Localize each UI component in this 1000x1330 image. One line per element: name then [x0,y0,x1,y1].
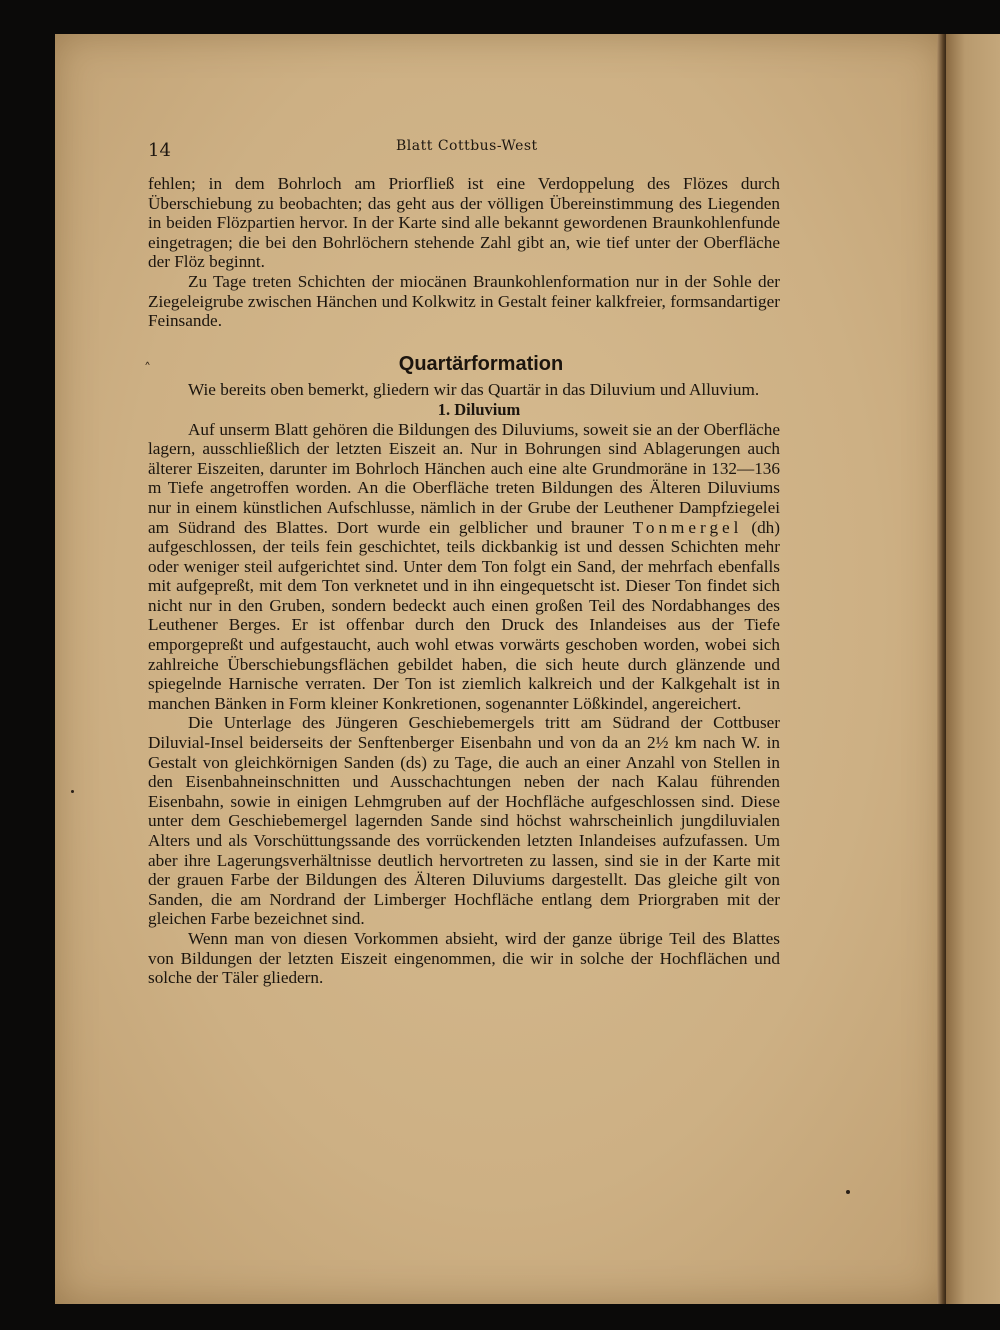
margin-mark: ˄ [144,361,151,377]
paragraph: Zu Tage treten Schichten der miocänen Braunkohlenformation nur in der Sohle der Ziegeleigrube zwischen Hänchen und Kolkwitz in Gestalt feiner kalkfreier, formsandartiger Feinsande. [148,271,780,331]
spaced-term: Tonmergel [632,517,743,537]
paragraph-text: Auf unserm Blatt gehören die Bildungen des Diluviums, soweit sie an der Oberfläche lagern, ausschließlich der letzten Eiszeit an. Nur in Bohrungen sind Ablagerungen auch älterer Eiszeiten, darunter im Bohrloch Hänchen auch eine alte Grundmoräne in 132—136 m Tiefe angetroffen worden. An die Oberfläche treten Bildungen des Älteren Diluviums nur in einem künstlichen Aufschlusse, nämlich in der Grube der Leuthener Dampfziegelei am Südrand des Blattes. Dort wurde ein gelblicher und brauner [148,419,780,537]
subsection-heading: 1. Diluvium [437,399,521,419]
paragraph: Wie bereits oben bemerkt, gliedern wir das Quartär in das Diluvium und Alluvium. [188,380,760,400]
paragraph: fehlen; in dem Bohrloch am Priorfließ ist eine Verdoppelung des Flözes durch Überschiebung zu beobachten; das geht aus der völligen Übereinstimmung des Liegenden in beiden Flözpartien hervor. In der Karte sind alle bekannt gewordenen Braunkohlenfunde eingetragen; die bei den Bohrlöchern stehende Zahl gibt an, wie tief unter der Oberfläche der Flöz beginnt. [148,174,780,272]
running-title: Blatt Cottbus-West [396,138,538,154]
page-number: 14 [148,140,171,161]
body-text [148,174,780,988]
paragraph-text: (dh) aufgeschlossen, der teils fein geschichtet, teils dickbankig ist und dessen Schichten mehr oder weniger steil aufgerichtet sind. Unter dem Ton folgt ein Sand, der mehrfach ebenfalls mit aufgepreßt, mit dem Ton verknetet und in ihn eingequetscht ist. Dieser Ton findet sich nicht nur in den Gruben, sondern bedeckt auch einen großen Teil des Nordabhanges des Leuthener Berges. Er ist offenbar durch den Druck des Inlandeises aus der Tiefe emporgepreßt und aufgestaucht, auch wohl etwas vorwärts geschoben worden, wobei sich zahlreiche Überschiebungsflächen gebildet haben, die sich heute durch glänzende und spiegelnde Harnische verraten. Der Ton ist ziemlich kalkreich und der Kalkgehalt ist in manchen Bänken in Form kleiner Konkretionen, sogenannter Lößkindel, angereichert. [148,517,780,713]
facing-page-edge [946,34,1000,1304]
speck-mark [71,790,74,793]
page-header [148,138,778,160]
paragraph: Wenn man von diesen Vorkommen absieht, wird der ganze übrige Teil des Blattes von Bildungen der letzten Eiszeit eingenommen, die wir in solche der Hochflächen und solche der Täler gliedern. [148,928,780,988]
paragraph: Die Unterlage des Jüngeren Geschiebemergels tritt am Südrand der Cottbuser Diluvial-Insel beiderseits der Senftenberger Eisenbahn und von da an 2½ km nach W. in Gestalt von gleichkörnigen Sanden (ds) zu Tage, die auch an einer Anzahl von Stellen in den Eisenbahneinschnitten und Ausschachtungen neben der nach Kalau führenden Eisenbahn, sowie in einigen Lehmgruben auf der Hochfläche aufgeschlossen sind. Diese unter dem Geschiebemergel lagernden Sande sind höchst wahrscheinlich jungdiluvialen Alters und als Vorschüttungssande des vorrückenden letzten Inlandeises aufzufassen. Um aber ihre Lagerungsverhältnisse deutlich hervortreten zu lassen, sind sie in der Karte mit der grauen Farbe der Bildungen des Älteren Diluviums dargestellt. Das gleiche gilt von Sanden, die am Nordrand der Limberger Hochfläche entlang dem Priorgraben mit der gleichen Farbe bezeichnet sind. [148,713,780,929]
section-heading: Quartärformation [398,352,564,375]
paragraph [148,420,780,714]
speck-mark [846,1190,850,1194]
